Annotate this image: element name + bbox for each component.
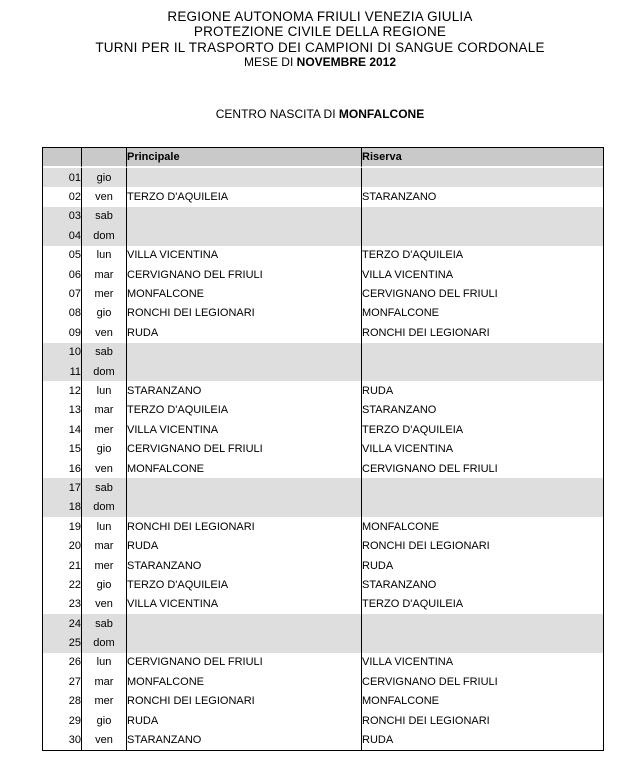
principale-cell [126, 226, 361, 245]
table-row-08 [43, 304, 603, 323]
table-row-11 [43, 362, 603, 381]
principale-cell: RUDA [126, 536, 361, 555]
day-number-cell: 08 [68, 307, 81, 320]
table-row-22 [43, 575, 603, 594]
weekday-cell: gio [81, 711, 126, 730]
riserva-cell: RONCHI DEI LEGIONARI [361, 323, 603, 342]
weekday-cell: lun [81, 381, 126, 400]
column-header-riserva: Riserva [361, 148, 603, 168]
principale-cell: VILLA VICENTINA [126, 246, 361, 265]
weekday-cell: lun [81, 653, 126, 672]
principale-cell [126, 498, 361, 517]
table-row-04 [43, 226, 603, 245]
day-number-cell: 01 [43, 168, 81, 187]
table-row-10 [43, 343, 603, 362]
riserva-cell: TERZO D'AQUILEIA [361, 420, 603, 439]
weekday-cell: sab [81, 614, 126, 633]
table-row-14 [43, 420, 603, 439]
weekday-cell: mar [81, 401, 126, 420]
day-number-cell: 05 [68, 249, 81, 262]
riserva-cell [361, 498, 603, 517]
title-line-1: REGIONE AUTONOMA FRIULI VENEZIA GIULIA [167, 9, 473, 24]
title-line-3: TURNI PER IL TRASPORTO DEI CAMPIONI DI SANGUE CORDONALE [95, 39, 545, 55]
weekday-cell: mar [81, 672, 126, 691]
principale-cell: VILLA VICENTINA [126, 595, 361, 614]
column-header-weekday [81, 148, 126, 168]
weekday-cell: dom [81, 226, 126, 245]
principale-cell: MONFALCONE [126, 459, 361, 478]
day-number-cell: 16 [68, 462, 81, 475]
riserva-cell: TERZO D'AQUILEIA [361, 595, 603, 614]
day-number-cell: 18 [43, 498, 81, 517]
principale-cell: TERZO D'AQUILEIA [126, 187, 361, 206]
weekday-cell: mar [81, 265, 126, 284]
weekday-cell: mer [81, 420, 126, 439]
column-header-principale: Principale [126, 148, 361, 168]
principale-cell [126, 362, 361, 381]
birth-center-name: MONFALCONE [338, 107, 425, 121]
riserva-cell: VILLA VICENTINA [361, 653, 603, 672]
weekday-cell: gio [81, 439, 126, 458]
table-row-15 [43, 439, 603, 458]
day-number-cell: 26 [68, 656, 81, 669]
riserva-cell: RUDA [361, 556, 603, 575]
riserva-cell: RONCHI DEI LEGIONARI [361, 711, 603, 730]
weekday-cell: gio [81, 168, 126, 187]
weekday-cell: lun [81, 517, 126, 536]
weekday-cell: lun [81, 246, 126, 265]
principale-cell: VILLA VICENTINA [126, 420, 361, 439]
riserva-cell: STARANZANO [361, 575, 603, 594]
day-number-cell: 24 [43, 614, 81, 633]
riserva-cell [361, 207, 603, 226]
weekday-cell: ven [81, 323, 126, 342]
schedule-table [42, 147, 604, 751]
table-row-17 [43, 478, 603, 497]
weekday-cell: dom [81, 633, 126, 652]
principale-cell [126, 633, 361, 652]
table-row-21 [43, 556, 603, 575]
principale-cell: STARANZANO [126, 556, 361, 575]
weekday-cell: sab [81, 343, 126, 362]
riserva-cell: MONFALCONE [361, 692, 603, 711]
day-number-cell: 15 [68, 443, 81, 456]
weekday-cell: gio [81, 304, 126, 323]
riserva-cell: STARANZANO [361, 401, 603, 420]
day-number-cell: 13 [68, 404, 81, 417]
principale-cell: MONFALCONE [126, 672, 361, 691]
day-number-cell: 20 [68, 540, 81, 553]
principale-cell: TERZO D'AQUILEIA [126, 401, 361, 420]
weekday-cell: mar [81, 536, 126, 555]
table-row-09 [43, 323, 603, 342]
riserva-cell: TERZO D'AQUILEIA [361, 246, 603, 265]
riserva-cell [361, 614, 603, 633]
day-number-cell: 21 [68, 559, 81, 572]
table-row-29 [43, 711, 603, 730]
principale-cell: CERVIGNANO DEL FRIULI [126, 265, 361, 284]
table-row-01 [43, 168, 603, 187]
day-number-cell: 03 [43, 207, 81, 226]
day-number-cell: 12 [68, 384, 81, 397]
riserva-cell [361, 633, 603, 652]
table-row-18 [43, 498, 603, 517]
day-number-cell: 14 [68, 423, 81, 436]
principale-cell: MONFALCONE [126, 284, 361, 303]
document-header [0, 9, 640, 71]
weekday-cell: gio [81, 575, 126, 594]
principale-cell: RONCHI DEI LEGIONARI [126, 692, 361, 711]
table-row-13 [43, 401, 603, 420]
riserva-cell: RUDA [361, 381, 603, 400]
day-number-cell: 09 [68, 326, 81, 339]
weekday-cell: ven [81, 187, 126, 206]
principale-cell: STARANZANO [126, 730, 361, 749]
principale-cell: RONCHI DEI LEGIONARI [126, 517, 361, 536]
month-value: NOVEMBRE 2012 [296, 55, 397, 70]
principale-cell: RUDA [126, 711, 361, 730]
riserva-cell: MONFALCONE [361, 304, 603, 323]
table-row-16 [43, 459, 603, 478]
day-number-cell: 06 [68, 268, 81, 281]
table-row-23 [43, 595, 603, 614]
table-row-27 [43, 672, 603, 691]
table-row-28 [43, 692, 603, 711]
riserva-cell: VILLA VICENTINA [361, 265, 603, 284]
table-row-25 [43, 633, 603, 652]
principale-cell: CERVIGNANO DEL FRIULI [126, 653, 361, 672]
table-row-26 [43, 653, 603, 672]
table-row-07 [43, 284, 603, 303]
table-row-19 [43, 517, 603, 536]
table-row-05 [43, 246, 603, 265]
weekday-cell: ven [81, 595, 126, 614]
table-row-24 [43, 614, 603, 633]
riserva-cell: CERVIGNANO DEL FRIULI [361, 284, 603, 303]
table-row-03 [43, 207, 603, 226]
day-number-cell: 10 [43, 343, 81, 362]
weekday-cell: dom [81, 498, 126, 517]
table-row-02 [43, 187, 603, 206]
table-header-row [43, 148, 603, 168]
table-row-20 [43, 536, 603, 555]
weekday-cell: mer [81, 284, 126, 303]
principale-cell [126, 614, 361, 633]
riserva-cell: VILLA VICENTINA [361, 439, 603, 458]
riserva-cell [361, 343, 603, 362]
riserva-cell: STARANZANO [361, 187, 603, 206]
principale-cell [126, 168, 361, 187]
principale-cell: CERVIGNANO DEL FRIULI [126, 439, 361, 458]
weekday-cell: ven [81, 459, 126, 478]
table-row-30 [43, 730, 603, 749]
riserva-cell: CERVIGNANO DEL FRIULI [361, 459, 603, 478]
birth-center-label-prefix: CENTRO NASCITA DI [215, 107, 339, 121]
day-number-cell: 17 [43, 478, 81, 497]
weekday-cell: sab [81, 207, 126, 226]
month-label-prefix: MESE DI [243, 55, 297, 70]
principale-cell: RONCHI DEI LEGIONARI [126, 304, 361, 323]
weekday-cell: dom [81, 362, 126, 381]
riserva-cell: MONFALCONE [361, 517, 603, 536]
birth-center-subtitle [0, 107, 640, 121]
riserva-cell [361, 168, 603, 187]
day-number-cell: 04 [43, 226, 81, 245]
riserva-cell: CERVIGNANO DEL FRIULI [361, 672, 603, 691]
weekday-cell: mer [81, 556, 126, 575]
column-header-day-number [43, 148, 81, 168]
principale-cell [126, 478, 361, 497]
principale-cell [126, 343, 361, 362]
table-row-12 [43, 381, 603, 400]
weekday-cell: sab [81, 478, 126, 497]
title-line-2: PROTEZIONE CIVILE DELLA REGIONE [193, 24, 447, 40]
day-number-cell: 23 [68, 598, 81, 611]
day-number-cell: 25 [43, 633, 81, 652]
principale-cell: TERZO D'AQUILEIA [126, 575, 361, 594]
day-number-cell: 19 [68, 520, 81, 533]
day-number-cell: 29 [68, 714, 81, 727]
day-number-cell: 02 [68, 191, 81, 204]
title-line-month [0, 55, 640, 70]
day-number-cell: 27 [68, 675, 81, 688]
riserva-cell [361, 362, 603, 381]
day-number-cell: 28 [68, 695, 81, 708]
weekday-cell: ven [81, 730, 126, 749]
day-number-cell: 11 [43, 362, 81, 381]
principale-cell: STARANZANO [126, 381, 361, 400]
weekday-cell: mer [81, 692, 126, 711]
riserva-cell [361, 478, 603, 497]
riserva-cell: RUDA [361, 730, 603, 749]
riserva-cell: RONCHI DEI LEGIONARI [361, 536, 603, 555]
day-number-cell: 22 [68, 578, 81, 591]
table-row-06 [43, 265, 603, 284]
riserva-cell [361, 226, 603, 245]
principale-cell [126, 207, 361, 226]
day-number-cell: 30 [68, 734, 81, 747]
principale-cell: RUDA [126, 323, 361, 342]
day-number-cell: 07 [68, 288, 81, 301]
